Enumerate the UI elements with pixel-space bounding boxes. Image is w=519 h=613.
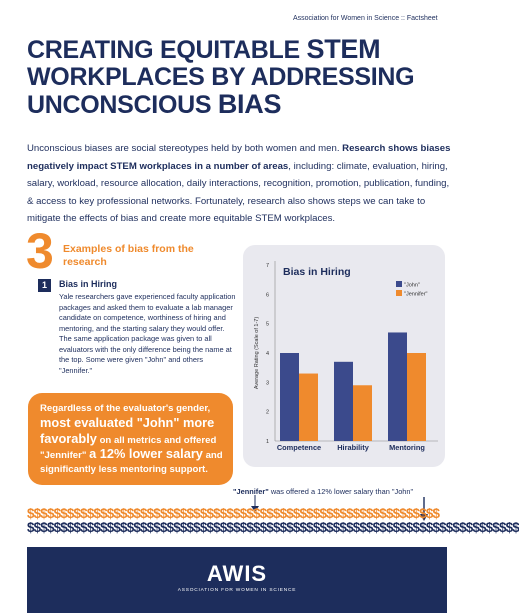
title-line3: UNCONSCIOUS xyxy=(27,91,218,119)
intro-text-1: Unconscious biases are social stereotypes held by both women and men. xyxy=(27,143,343,154)
intro-bold: Research shows biases negatively impact STEM workplaces in a number of areas xyxy=(27,143,451,172)
bar-mentoring-john xyxy=(388,332,407,441)
y-tick-label: 1 xyxy=(265,439,269,445)
awis-logo-subtitle: ASSOCIATION FOR WOMEN IN SCIENCE xyxy=(177,588,297,593)
legend-swatch-jennifer xyxy=(396,290,402,296)
title-line1: CREATING EQUITABLE xyxy=(27,36,307,64)
bar-hirability-john xyxy=(334,362,353,441)
item-number-badge: 1 xyxy=(38,279,51,292)
salary-annotation xyxy=(233,487,463,496)
jennifer-salary-bar: $$$$$$$$$$$$$$$$$$$$$$$$$$$$$$$$$$$$$$$$$$$$$$$$$$$$$$$$$$$$$$ xyxy=(27,506,440,521)
examples-heading: Examples of bias from the research xyxy=(63,243,194,268)
examples-number: 3 xyxy=(26,223,54,279)
callout-text-3: and significantly less mentoring support. xyxy=(40,450,223,476)
item-title: Bias in Hiring xyxy=(59,279,118,289)
annotation-name: "Jennifer" xyxy=(233,487,269,496)
title-stem: STEM xyxy=(306,34,381,64)
callout-box xyxy=(28,393,233,485)
factsheet-header: Association for Women in Science :: Factsheet xyxy=(293,15,438,22)
john-salary-bar: $$$$$$$$$$$$$$$$$$$$$$$$$$$$$$$$$$$$$$$$$$$$$$$$$$$$$$$$$$$$$$$$$$$$$$$$$$ xyxy=(27,520,519,535)
intro-paragraph xyxy=(27,140,452,228)
callout-text-2: on all metrics and offered "Jennifer" xyxy=(40,434,217,462)
y-tick-label: 7 xyxy=(265,263,269,269)
legend-label-jennifer: "Jennifer" xyxy=(404,291,428,298)
callout-emphasis-1: most evaluated "John" more favorably xyxy=(40,414,215,446)
callout-emphasis-2: a 12% lower salary xyxy=(89,446,203,462)
bar-hirability-jennifer xyxy=(353,385,372,441)
awis-logo: AWIS xyxy=(206,561,268,586)
bar-competence-john xyxy=(280,353,299,441)
chart-title: Bias in Hiring xyxy=(283,266,351,278)
y-axis-label: Average Rating (Scale of 1-7) xyxy=(254,316,260,390)
legend-label-john: "John" xyxy=(404,282,420,289)
intro-text-2: , including: climate, evaluation, hiring, salary, workload, resource allocation, daily interactions, recognition, promotion, publication, funding, & access to key professional networks. Fortunately, research also shows steps we can take to mitigate the effects of bias and create more equitable STEM workplaces. xyxy=(27,160,450,224)
page-title xyxy=(27,36,457,119)
y-tick-label: 6 xyxy=(265,292,269,299)
title-bias: BIAS xyxy=(217,89,282,119)
x-tick-label: Hirability xyxy=(337,443,369,452)
title-line2: WORKPLACES BY ADDRESSING xyxy=(27,63,415,91)
legend-swatch-john xyxy=(396,281,402,287)
bias-in-hiring-chart xyxy=(243,245,445,467)
item-description: Yale researchers gave experienced faculty application packages and asked them to evaluate a lab manager candidate on competence, worthiness of hiring and mentoring, and the starting salary they would offer. The same application package was given to all evaluators with the only difference being the name at the top. Some were given "John" and others "Jennifer." xyxy=(59,292,236,375)
y-tick-label: 5 xyxy=(265,321,269,328)
annotation-text: was offered a 12% lower salary than "John" xyxy=(268,487,414,496)
x-tick-label: Competence xyxy=(276,443,322,452)
y-tick-label: 4 xyxy=(265,351,269,357)
footer xyxy=(27,547,447,613)
y-tick-label: 2 xyxy=(265,409,269,416)
y-tick-label: 3 xyxy=(265,380,269,387)
bar-mentoring-jennifer xyxy=(407,353,426,441)
x-tick-label: Mentoring xyxy=(389,443,425,452)
bar-competence-jennifer xyxy=(299,374,318,441)
callout-text-1: Regardless of the evaluator's gender, xyxy=(40,403,211,414)
chart-svg xyxy=(243,245,445,467)
